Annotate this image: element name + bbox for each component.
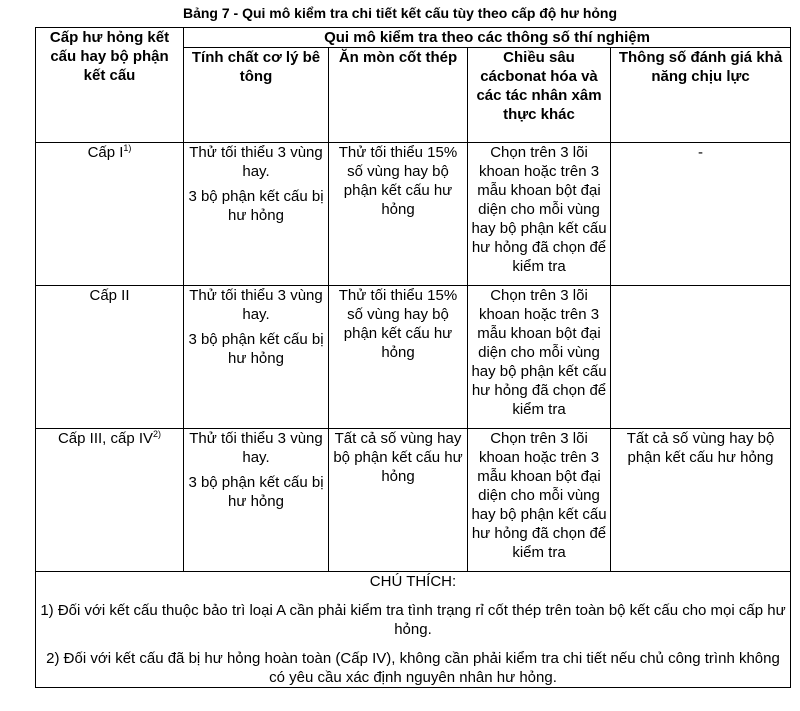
concrete-line-1: Thử tối thiểu 3 vùng hay. xyxy=(189,144,323,180)
capacity-cell: - xyxy=(611,143,791,286)
concrete-line-2: 3 bộ phận kết cấu bị hư hỏng xyxy=(188,188,324,224)
carbonation-cell: Chọn trên 3 lõi khoan hoặc trên 3 mẫu khoan bột đại diện cho mỗi vùng hay bộ phận kết cấu hư hỏng đã chọn để kiểm tra xyxy=(468,286,611,429)
notes-heading: CHÚ THÍCH: xyxy=(369,573,457,590)
capacity-cell xyxy=(611,286,791,429)
header-load-capacity: Thông số đánh giá khả năng chịu lực xyxy=(611,48,791,143)
corrosion-cell: Thử tối thiểu 15% số vùng hay bộ phận kết cấu hư hỏng xyxy=(329,286,468,429)
level-label: Cấp I xyxy=(87,144,124,161)
concrete-line-2: 3 bộ phận kết cấu bị hư hỏng xyxy=(188,331,324,367)
level-label: Cấp III, cấp IV xyxy=(57,430,154,447)
level-footnote-mark: 1) xyxy=(123,143,132,153)
level-cell xyxy=(36,429,184,572)
table-row xyxy=(36,286,791,429)
table-row xyxy=(36,429,791,572)
notes-row xyxy=(36,572,791,688)
level-cell xyxy=(36,143,184,286)
concrete-cell xyxy=(184,143,329,286)
capacity-cell: Tất cả số vùng hay bộ phận kết cấu hư hỏng xyxy=(611,429,791,572)
level-label: Cấp II xyxy=(89,287,130,304)
corrosion-cell: Thử tối thiểu 15% số vùng hay bộ phận kết cấu hư hỏng xyxy=(329,143,468,286)
level-footnote-mark: 2) xyxy=(153,429,162,439)
concrete-line-1: Thử tối thiểu 3 vùng hay. xyxy=(189,287,323,323)
corrosion-cell: Tất cả số vùng hay bộ phận kết cấu hư hỏng xyxy=(329,429,468,572)
header-carbonation-depth: Chiều sâu cácbonat hóa và các tác nhân xâm thực khác xyxy=(468,48,611,143)
concrete-cell xyxy=(184,429,329,572)
inspection-scope-table xyxy=(35,27,791,688)
note-item: 1) Đối với kết cấu thuộc bảo trì loại A cần phải kiểm tra tình trạng rỉ cốt thép trên toàn bộ kết cấu cho mọi cấp hư hỏng. xyxy=(40,602,786,638)
header-level-column: Cấp hư hỏng kết cấu hay bộ phận kết cấu xyxy=(36,28,184,143)
concrete-line-2: 3 bộ phận kết cấu bị hư hỏng xyxy=(188,474,324,510)
header-row-group xyxy=(36,28,791,48)
concrete-line-1: Thử tối thiểu 3 vùng hay. xyxy=(189,430,323,466)
carbonation-cell: Chọn trên 3 lõi khoan hoặc trên 3 mẫu khoan bột đại diện cho mỗi vùng hay bộ phận kết cấu hư hỏng đã chọn để kiểm tra xyxy=(468,429,611,572)
notes-cell xyxy=(36,572,791,688)
table-row xyxy=(36,143,791,286)
carbonation-cell: Chọn trên 3 lõi khoan hoặc trên 3 mẫu khoan bột đại diện cho mỗi vùng hay bộ phận kết cấu hư hỏng đã chọn để kiểm tra xyxy=(468,143,611,286)
header-steel-corrosion: Ăn mòn cốt thép xyxy=(329,48,468,143)
level-cell xyxy=(36,286,184,429)
note-item: 2) Đối với kết cấu đã bị hư hỏng hoàn toàn (Cấp IV), không cần phải kiểm tra chi tiết nếu chủ công trình không có yêu cầu xác định nguyên nhân hư hỏng. xyxy=(46,650,780,686)
concrete-cell xyxy=(184,286,329,429)
table-title: Bảng 7 - Qui mô kiểm tra chi tiết kết cấu tùy theo cấp độ hư hỏng xyxy=(182,5,618,21)
header-concrete-properties: Tính chất cơ lý bê tông xyxy=(184,48,329,143)
header-group: Qui mô kiểm tra theo các thông số thí nghiệm xyxy=(184,28,791,48)
